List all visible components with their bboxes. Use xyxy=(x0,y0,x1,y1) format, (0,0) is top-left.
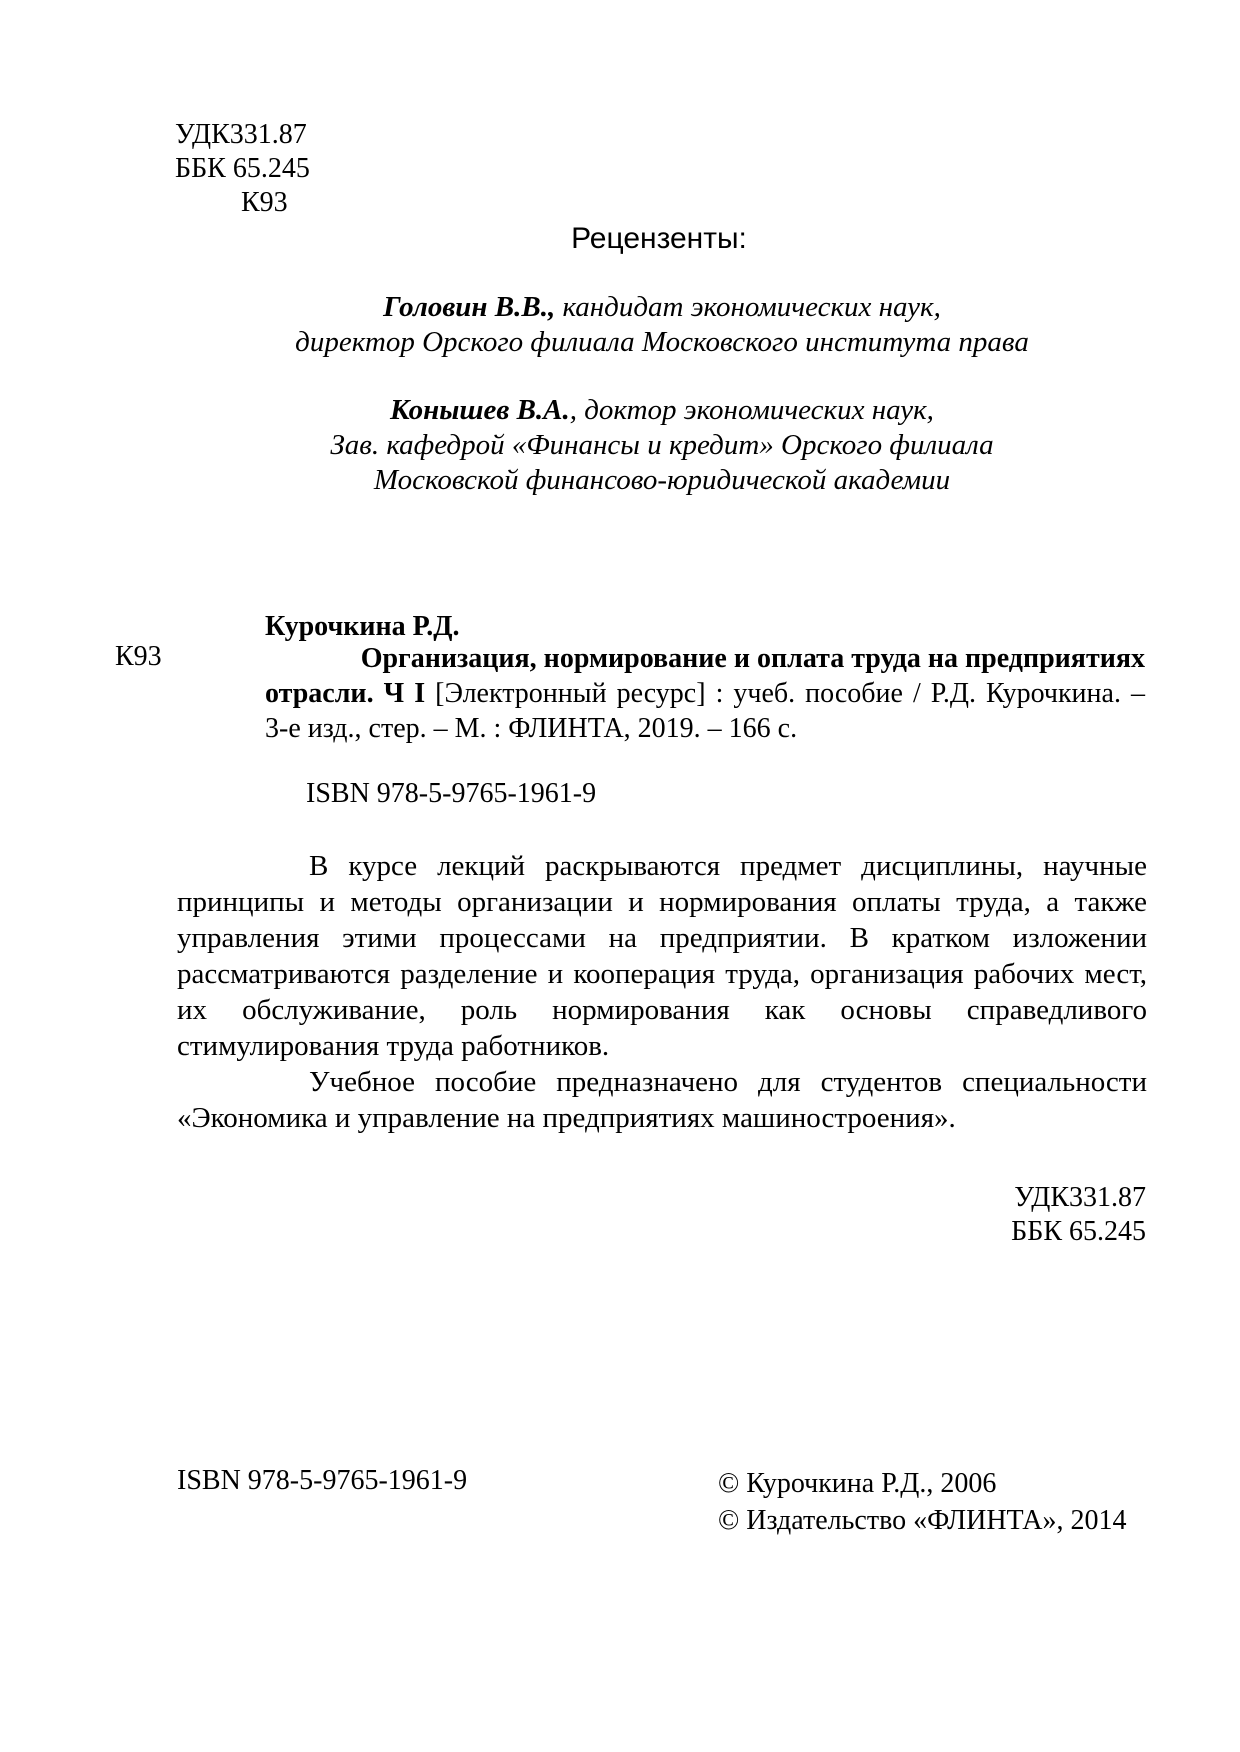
author-mark: К93 xyxy=(241,187,288,218)
book-author: Курочкина Р.Д. xyxy=(265,611,460,642)
reviewer-name: Конышев В.А. xyxy=(390,394,570,426)
udk-code: УДК331.87 xyxy=(1014,1182,1146,1213)
bbk-code: ББК 65.245 xyxy=(175,153,310,184)
bbk-code: ББК 65.245 xyxy=(1011,1216,1146,1247)
reviewer-degree: , доктор экономических наук, xyxy=(569,394,934,426)
classification-codes-bottom xyxy=(0,1181,1146,1249)
resource-description: [Электронный ресурс] : учеб. пособие / Р.Д. Курочкина. – xyxy=(425,678,1145,709)
bibliography-mark: К93 xyxy=(115,641,162,672)
reviewer-name: Головин В.В., xyxy=(383,291,556,323)
abstract-paragraph: Учебное пособие предназначено для студентов специальности «Экономика и управление на предприятиях машиностроения». xyxy=(177,1066,1147,1134)
reviewer-line xyxy=(84,393,1240,428)
reviewer-line xyxy=(84,290,1240,325)
reviewers-heading: Рецензенты: xyxy=(571,222,747,255)
footer-isbn: ISBN 978-5-9765-1961-9 xyxy=(177,1465,468,1496)
copyright-publisher: © Издательство «ФЛИНТА», 2014 xyxy=(718,1505,1127,1536)
reviewer-position: директор Орского филиала Московского института права xyxy=(295,326,1029,358)
reviewer-position: Зав. кафедрой «Финансы и кредит» Орского филиала xyxy=(330,429,994,461)
isbn-number: ISBN 978-5-9765-1961-9 xyxy=(306,778,597,809)
copyright-notices xyxy=(718,1465,1126,1539)
copyright-author: © Курочкина Р.Д., 2006 xyxy=(718,1468,997,1499)
bibliographic-description xyxy=(265,641,1145,746)
reviewer-affiliation: Московской финансово-юридической академии xyxy=(373,464,951,496)
book-title-part: отрасли. Ч I xyxy=(265,678,426,709)
book-title-continuation xyxy=(265,676,1145,711)
book-title-line: Организация, нормирование и оплата труда на предприятиях xyxy=(360,643,1145,674)
reviewer-block xyxy=(0,393,1240,498)
classification-codes-top xyxy=(175,118,310,220)
reviewer-block xyxy=(0,290,1240,360)
udk-code: УДК331.87 xyxy=(175,119,307,150)
abstract-paragraph: В курсе лекций раскрываются предмет дисциплины, научные принципы и методы организации и нормирования оплаты труда, а также управления этими процессами на предприятии. В кратком изложении рассматриваются разделение и кооперация труда, организация рабочих мест, их обслуживание, роль нормирования как основы справедливого стимулирования труда работников. xyxy=(177,850,1147,1062)
abstract xyxy=(177,848,1147,1136)
reviewer-degree: кандидат экономических наук, xyxy=(555,291,941,323)
edition-info: 3-е изд., стер. – М. : ФЛИНТА, 2019. – 166 с. xyxy=(265,713,798,744)
